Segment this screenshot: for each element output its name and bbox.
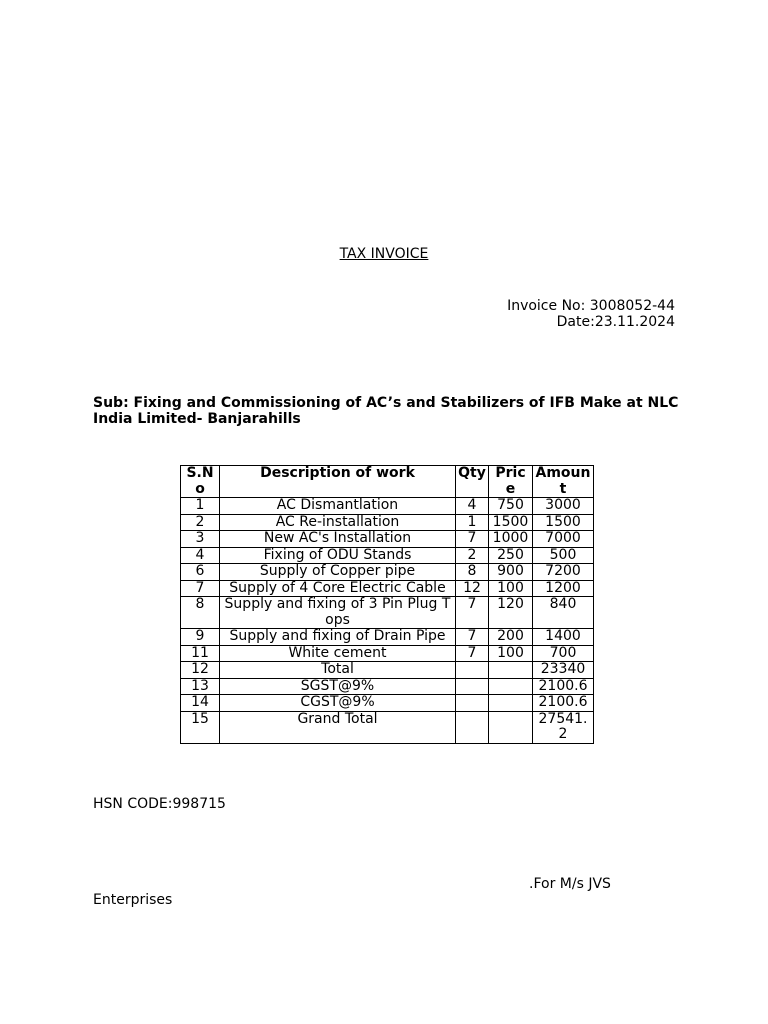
cell-price: 100	[489, 580, 533, 597]
table-header-row	[181, 466, 594, 498]
cell-price: 200	[489, 629, 533, 646]
table-row	[181, 629, 594, 646]
cell-qty	[456, 678, 489, 695]
cell-qty	[456, 711, 489, 743]
cell-price	[489, 678, 533, 695]
cell-sno: 1	[181, 498, 220, 515]
cell-qty	[456, 662, 489, 679]
invoice-date: Date:23.11.2024	[556, 314, 675, 330]
cell-description: Fixing of ODU Stands	[220, 547, 456, 564]
cell-description: AC Re-installation	[220, 514, 456, 531]
cell-amount: 27541.2	[533, 711, 594, 743]
cell-qty	[456, 695, 489, 712]
table-row-sgst	[181, 678, 594, 695]
table-row-total	[181, 662, 594, 679]
table-row	[181, 645, 594, 662]
invoice-subject: Sub: Fixing and Commissioning of AC’s and Stabilizers of IFB Make at NLC India Limited- Banjarahills	[93, 395, 679, 427]
cell-qty: 7	[456, 531, 489, 548]
cell-description: SGST@9%	[220, 678, 456, 695]
cell-sno: 8	[181, 597, 220, 629]
cell-qty: 8	[456, 564, 489, 581]
cell-qty: 7	[456, 629, 489, 646]
signature-company-line: Enterprises	[93, 892, 173, 908]
cell-description: Supply of 4 Core Electric Cable	[220, 580, 456, 597]
cell-sno: 9	[181, 629, 220, 646]
table-row-grand-total	[181, 711, 594, 743]
cell-qty: 7	[456, 597, 489, 629]
cell-sno: 4	[181, 547, 220, 564]
cell-price: 100	[489, 645, 533, 662]
header-description: Description of work	[220, 466, 456, 498]
table-row	[181, 580, 594, 597]
cell-description: AC Dismantlation	[220, 498, 456, 515]
cell-amount: 2100.6	[533, 678, 594, 695]
cell-qty: 2	[456, 547, 489, 564]
cell-price: 750	[489, 498, 533, 515]
cell-description: Grand Total	[220, 711, 456, 743]
cell-amount: 840	[533, 597, 594, 629]
table-row-cgst	[181, 695, 594, 712]
cell-amount: 500	[533, 547, 594, 564]
cell-sno: 2	[181, 514, 220, 531]
table-row	[181, 547, 594, 564]
signature-for-line: .For M/s JVS	[529, 876, 611, 892]
cell-amount: 2100.6	[533, 695, 594, 712]
header-qty: Qty	[456, 466, 489, 498]
invoice-items-table	[180, 465, 594, 744]
cell-qty: 1	[456, 514, 489, 531]
cell-price: 250	[489, 547, 533, 564]
cell-sno: 15	[181, 711, 220, 743]
table-row	[181, 498, 594, 515]
cell-amount: 3000	[533, 498, 594, 515]
cell-description: Supply and fixing of 3 Pin Plug Tops	[220, 597, 456, 629]
cell-sno: 13	[181, 678, 220, 695]
cell-sno: 7	[181, 580, 220, 597]
cell-amount: 700	[533, 645, 594, 662]
cell-qty: 4	[456, 498, 489, 515]
cell-price: 900	[489, 564, 533, 581]
cell-qty: 7	[456, 645, 489, 662]
header-price: Price	[489, 466, 533, 498]
cell-description: Total	[220, 662, 456, 679]
cell-amount: 7000	[533, 531, 594, 548]
invoice-title: TAX INVOICE	[339, 246, 429, 262]
cell-sno: 6	[181, 564, 220, 581]
cell-price: 1500	[489, 514, 533, 531]
hsn-code: HSN CODE:998715	[93, 796, 226, 812]
cell-sno: 14	[181, 695, 220, 712]
table-row	[181, 531, 594, 548]
table-row	[181, 514, 594, 531]
invoice-number: Invoice No: 3008052-44	[507, 298, 675, 314]
table-row	[181, 597, 594, 629]
cell-sno: 12	[181, 662, 220, 679]
cell-price: 1000	[489, 531, 533, 548]
cell-sno: 11	[181, 645, 220, 662]
cell-description: White cement	[220, 645, 456, 662]
cell-price	[489, 711, 533, 743]
header-sno: S.No	[181, 466, 220, 498]
cell-amount: 23340	[533, 662, 594, 679]
cell-amount: 1200	[533, 580, 594, 597]
cell-amount: 7200	[533, 564, 594, 581]
header-amount: Amount	[533, 466, 594, 498]
cell-amount: 1500	[533, 514, 594, 531]
cell-price	[489, 662, 533, 679]
cell-description: Supply and fixing of Drain Pipe	[220, 629, 456, 646]
cell-description: CGST@9%	[220, 695, 456, 712]
cell-price: 120	[489, 597, 533, 629]
cell-description: Supply of Copper pipe	[220, 564, 456, 581]
cell-description: New AC's Installation	[220, 531, 456, 548]
cell-price	[489, 695, 533, 712]
cell-sno: 3	[181, 531, 220, 548]
cell-amount: 1400	[533, 629, 594, 646]
cell-qty: 12	[456, 580, 489, 597]
invoice-meta	[507, 298, 675, 330]
table-row	[181, 564, 594, 581]
